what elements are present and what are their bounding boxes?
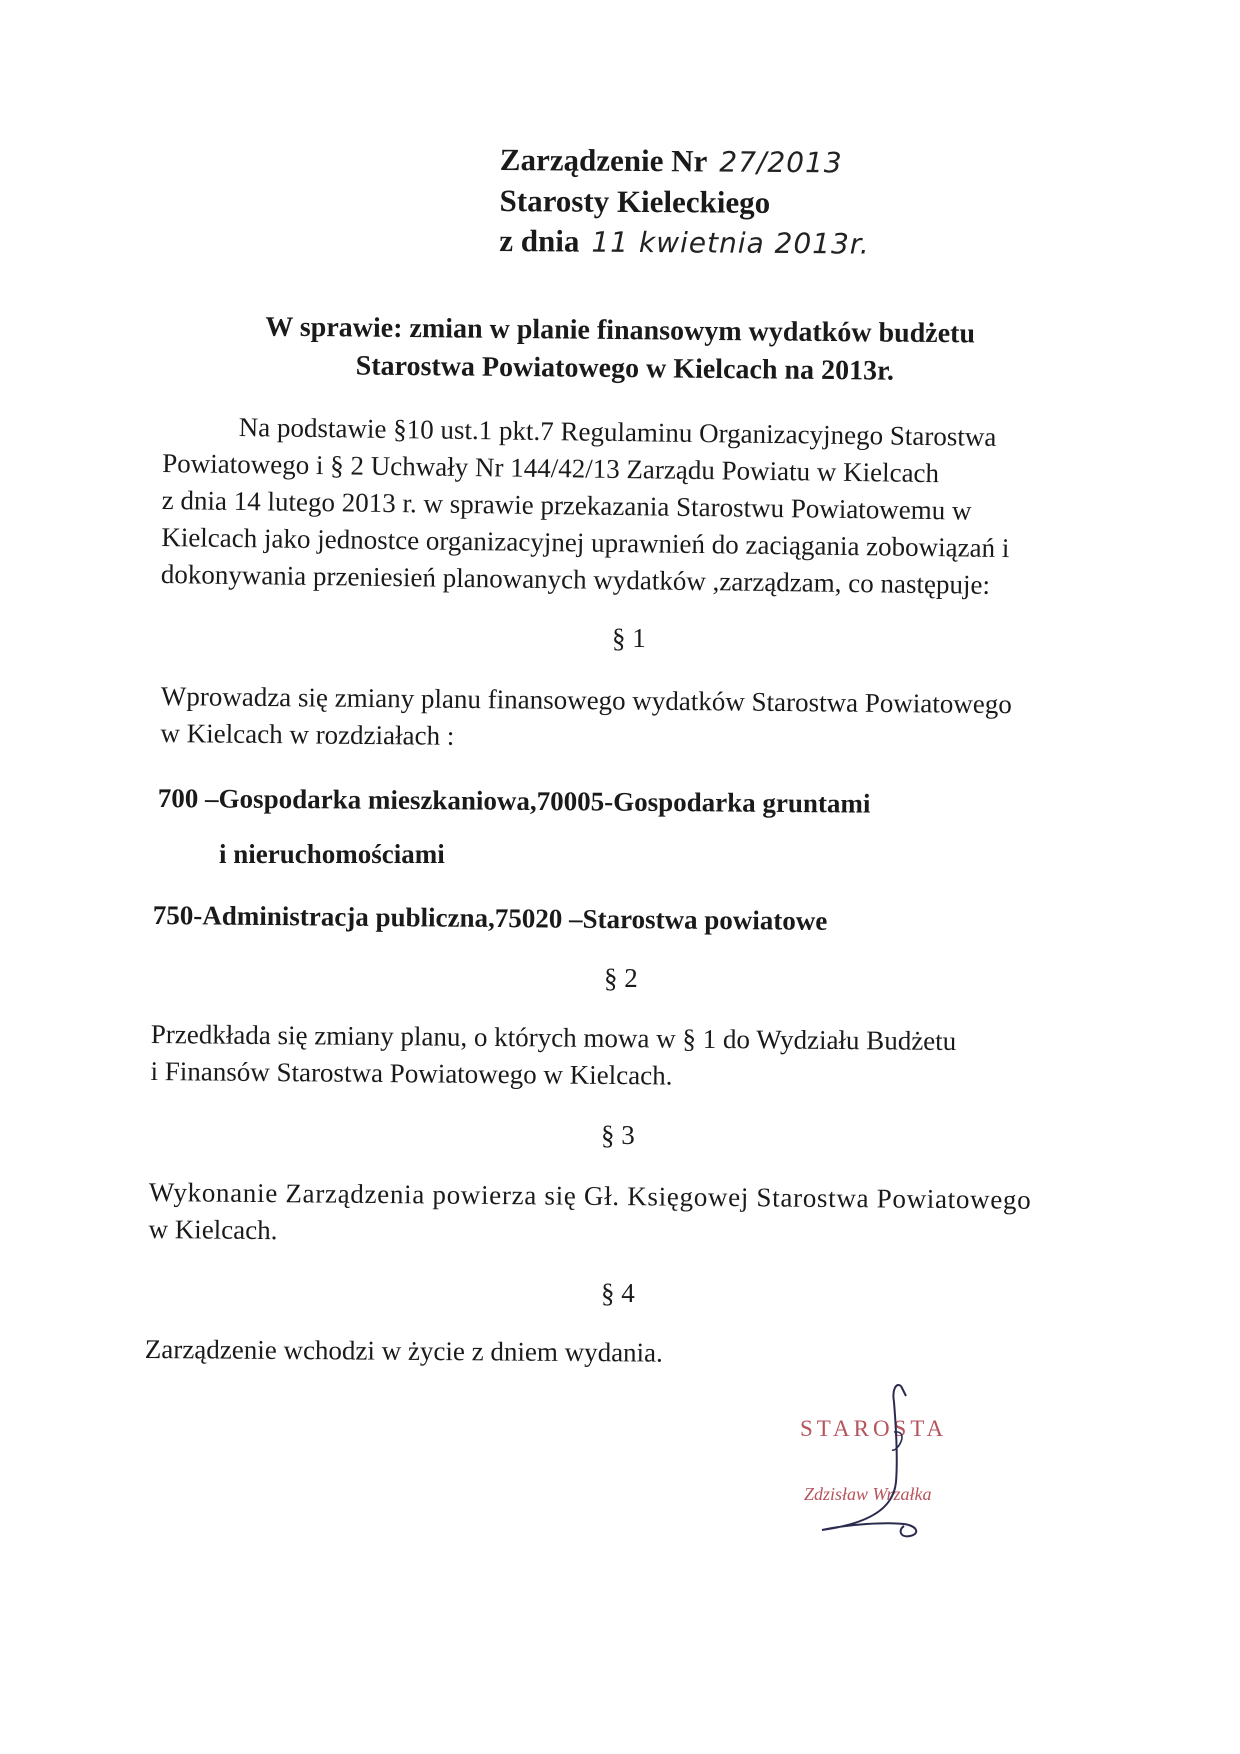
- handwritten-signature-icon: [800, 1372, 1000, 1542]
- preamble-line: dokonywania przeniesień planowanych wydatków ,zarządzam, co następuje:: [160, 558, 991, 600]
- subject-line-1: W sprawie: zmian w planie finansowym wydatków budżetu: [265, 311, 976, 350]
- section-2-text: [150, 1016, 956, 1097]
- preamble-line: Na podstawie §10 ust.1 pkt.7 Regulaminu Organizacyjnego Starostwa: [238, 411, 997, 452]
- section-3-text: [148, 1174, 1031, 1256]
- section-1-line-1: Wprowadza się zmiany planu finansowego wydatków Starostwa Powiatowego: [160, 680, 1012, 720]
- signature-stamp: [800, 1372, 1000, 1542]
- date-handwritten: 11 kwietnia 2013r.: [591, 225, 870, 261]
- section-3-heading: § 3: [601, 1120, 635, 1150]
- section-1-text: [160, 678, 1012, 760]
- section-2-line-1: Przedkłada się zmiany planu, o których mowa w § 1 do Wydziału Budżetu: [150, 1018, 957, 1057]
- issuer-line: Starosty Kieleckiego: [499, 182, 771, 220]
- date-label: z dnia: [499, 222, 580, 259]
- section-4-line-1: Zarządzenie wchodzi w życie z dniem wydania.: [144, 1333, 663, 1368]
- section-2-heading: § 2: [604, 963, 638, 993]
- preamble-line: Powiatowego i § 2 Uchwały Nr 144/42/13 Zarządu Powiatu w Kielcach: [162, 447, 940, 489]
- section-1-item-700: 700 –Gospodarka mieszkaniowa,70005-Gospodarka gruntami: [157, 783, 871, 819]
- preamble-line: z dnia 14 lutego 2013 r. w sprawie przekazania Starostwu Powiatowemu w: [161, 484, 972, 526]
- section-1-item-750: 750-Administracja publiczna,75020 –Starostwa powiatowe: [152, 900, 828, 936]
- section-3-line-2: w Kielcach.: [148, 1213, 278, 1246]
- section-4-text: [145, 1331, 663, 1372]
- document-header: [499, 140, 870, 265]
- order-title-label: Zarządzenie Nr: [499, 141, 708, 179]
- preamble-paragraph: [161, 408, 1011, 604]
- preamble-line: Kielcach jako jednostce organizacyjnej uprawnień do zaciągania zobowiązań i: [161, 521, 1010, 564]
- subject-line-2: Starostwa Powiatowego w Kielcach na 2013r.: [355, 350, 895, 387]
- order-number-handwritten: 27/2013: [719, 145, 843, 180]
- section-2-line-2: i Finansów Starostwa Powiatowego w Kielcach.: [150, 1055, 673, 1091]
- signature-name: Zdzisław Wrzałka: [804, 1484, 932, 1504]
- section-1-heading: § 1: [612, 623, 646, 653]
- signature-title: STAROSTA: [800, 1416, 948, 1441]
- section-4-heading: § 4: [601, 1278, 635, 1308]
- section-1-line-2: w Kielcach w rozdziałach :: [160, 717, 455, 751]
- section-3-line-1: Wykonanie Zarządzenia powierza się Gł. Księgowej Starostwa Powiatowego: [148, 1176, 1032, 1215]
- subject-block: [0, 306, 1240, 394]
- section-1-item-700-cont: i nieruchomościami: [219, 839, 445, 869]
